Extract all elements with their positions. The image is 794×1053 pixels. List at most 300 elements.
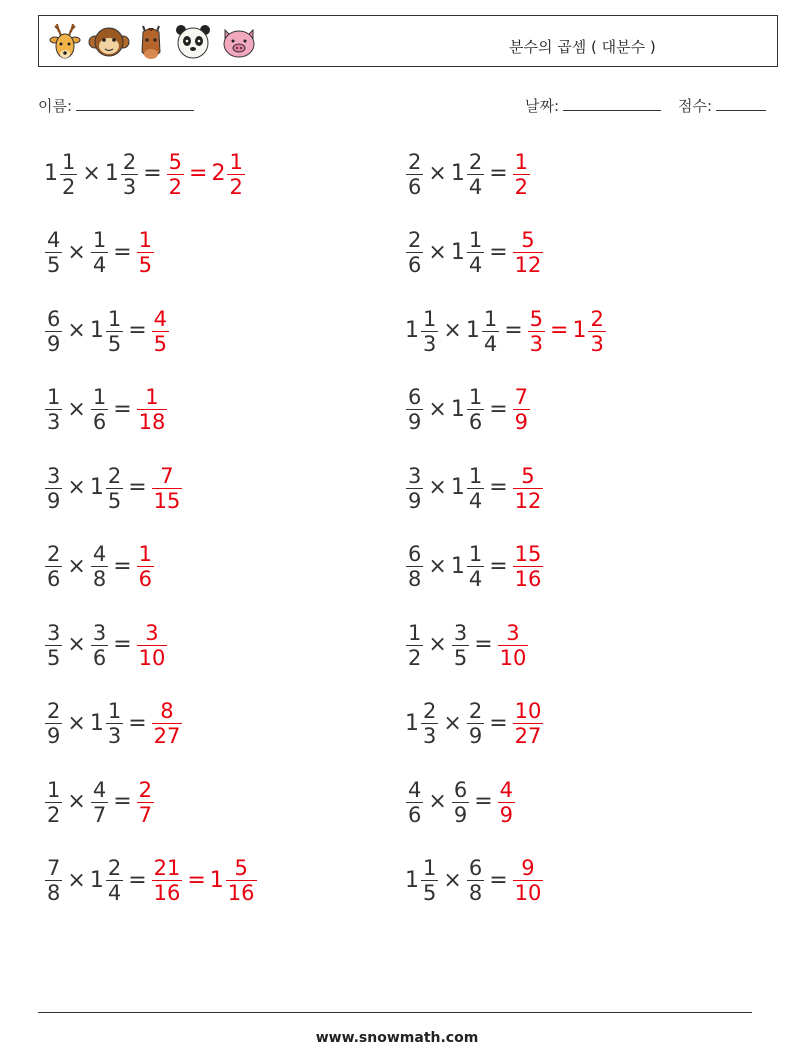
footer-url: www.snowmath.com	[315, 1030, 479, 1046]
fraction	[90, 464, 124, 513]
denominator: 12	[514, 253, 542, 277]
denominator: 2	[62, 174, 76, 199]
times-sign: ×	[67, 396, 86, 422]
answer	[166, 150, 246, 199]
monkey-icon	[87, 20, 131, 64]
equals-sign: =	[474, 632, 493, 657]
numerator: 1	[408, 620, 422, 645]
denominator: 6	[408, 802, 422, 827]
numerator: 1	[468, 385, 483, 409]
fraction	[572, 307, 606, 356]
equals-sign: =	[489, 710, 508, 736]
answer	[136, 542, 155, 591]
numerator: 5	[521, 228, 535, 252]
question	[44, 856, 151, 905]
numerator: 1	[107, 306, 122, 331]
numerator: 1	[483, 306, 498, 331]
fraction	[527, 307, 546, 356]
fraction	[512, 150, 531, 199]
numerator: 2	[47, 699, 61, 723]
fraction	[451, 464, 485, 513]
fraction	[405, 621, 424, 670]
problem-item	[405, 144, 531, 204]
answer	[136, 385, 169, 434]
numerator: 21	[153, 856, 181, 880]
whole-number: 1	[104, 161, 119, 186]
numerator: 2	[138, 777, 152, 802]
numerator: 3	[47, 463, 61, 488]
fraction	[451, 621, 470, 670]
times-sign: ×	[67, 632, 86, 657]
question	[405, 699, 512, 748]
whole-number: 1	[450, 239, 465, 265]
denominator: 3	[122, 174, 137, 199]
numerator: 3	[408, 463, 422, 488]
denominator: 10	[499, 645, 527, 670]
fraction	[451, 150, 485, 199]
whole-number: 1	[209, 867, 224, 893]
equals-sign: =	[128, 867, 147, 893]
equals-sign: =	[113, 789, 132, 814]
denominator: 10	[138, 645, 166, 670]
numerator: 4	[408, 777, 422, 802]
numerator: 1	[423, 856, 437, 880]
denominator: 16	[227, 881, 255, 905]
denominator: 5	[107, 331, 122, 356]
fraction	[405, 464, 424, 513]
numerator: 10	[514, 699, 542, 723]
denominator: 9	[408, 488, 422, 513]
whole-number: 1	[89, 710, 104, 736]
fraction	[151, 699, 184, 748]
numerator: 7	[514, 385, 528, 409]
numerator: 2	[468, 149, 483, 174]
fraction	[136, 228, 155, 277]
fraction	[151, 307, 170, 356]
denominator: 3	[423, 331, 437, 356]
answer	[497, 621, 530, 670]
numerator: 2	[122, 149, 137, 174]
denominator: 9	[47, 488, 61, 513]
fraction	[211, 150, 245, 199]
denominator: 4	[107, 881, 122, 905]
question	[44, 228, 136, 277]
question	[44, 464, 151, 513]
whole-number: 1	[450, 475, 465, 500]
denominator: 6	[408, 174, 422, 199]
problem-item	[44, 223, 155, 283]
numerator: 3	[453, 620, 468, 645]
problem-item	[405, 458, 544, 518]
denominator: 3	[423, 724, 437, 748]
fraction	[44, 228, 63, 277]
numerator: 1	[138, 542, 152, 566]
problem-item	[405, 223, 544, 283]
equals-sign: =	[113, 632, 132, 657]
whole-number: 1	[450, 396, 465, 422]
times-sign: ×	[67, 318, 86, 343]
equals-sign: =	[189, 161, 208, 186]
denominator: 9	[514, 410, 528, 434]
equals-sign: =	[128, 318, 147, 343]
whole-number: 1	[465, 318, 480, 343]
answer	[512, 542, 545, 591]
numerator: 1	[47, 385, 61, 409]
answer	[512, 150, 531, 199]
equals-sign: =	[113, 396, 132, 422]
whole-number: 1	[405, 867, 419, 893]
numerator: 2	[47, 542, 61, 566]
fraction	[497, 621, 530, 670]
denominator: 8	[92, 567, 107, 591]
denominator: 2	[229, 174, 243, 199]
score-line	[716, 96, 766, 111]
times-sign: ×	[67, 475, 86, 500]
answer	[512, 464, 545, 513]
fraction	[166, 150, 185, 199]
numerator: 6	[453, 777, 468, 802]
times-sign: ×	[67, 239, 86, 265]
denominator: 2	[47, 802, 61, 827]
deer-icon	[45, 20, 85, 64]
numerator: 7	[47, 856, 61, 880]
name-label: 이름:	[38, 97, 73, 115]
fraction	[210, 856, 258, 905]
numerator: 6	[408, 385, 422, 409]
numerator: 5	[529, 306, 543, 331]
denominator: 5	[138, 253, 152, 277]
answer	[497, 778, 516, 827]
denominator: 2	[514, 174, 528, 199]
whole-number: 1	[405, 318, 419, 343]
denominator: 16	[514, 567, 542, 591]
fraction	[405, 228, 424, 277]
equals-sign: =	[489, 161, 508, 186]
fraction	[44, 464, 63, 513]
fraction	[512, 542, 545, 591]
fraction	[405, 699, 439, 748]
numerator: 4	[499, 777, 513, 802]
question	[405, 542, 512, 591]
fraction	[405, 778, 424, 827]
question	[44, 542, 136, 591]
denominator: 3	[529, 331, 543, 356]
answer	[136, 778, 155, 827]
denominator: 27	[514, 724, 542, 748]
denominator: 10	[514, 881, 542, 905]
denominator: 4	[468, 174, 483, 199]
fraction	[44, 307, 63, 356]
fraction	[512, 228, 545, 277]
denominator: 3	[47, 410, 61, 434]
fraction	[451, 228, 485, 277]
numerator: 2	[107, 856, 122, 880]
times-sign: ×	[67, 867, 86, 893]
times-sign: ×	[67, 553, 86, 579]
equals-sign: =	[550, 318, 569, 343]
name-line	[76, 96, 194, 111]
numerator: 1	[468, 542, 483, 566]
denominator: 5	[153, 331, 167, 356]
answer	[512, 385, 531, 434]
numerator: 6	[47, 306, 61, 331]
date-label: 날짜:	[525, 97, 560, 115]
equals-sign: =	[504, 318, 523, 343]
numerator: 4	[47, 228, 61, 252]
numerator: 1	[468, 463, 483, 488]
times-sign: ×	[67, 710, 86, 736]
numerator: 1	[514, 149, 528, 174]
numerator: 1	[145, 385, 159, 409]
answer	[151, 307, 170, 356]
fraction	[151, 464, 184, 513]
fraction	[44, 150, 78, 199]
problem-item	[44, 380, 168, 440]
equals-sign: =	[489, 396, 508, 422]
denominator: 3	[590, 331, 604, 356]
equals-sign: =	[113, 239, 132, 265]
numerator: 5	[234, 856, 248, 880]
question	[405, 621, 497, 670]
numerator: 5	[168, 149, 182, 174]
times-sign: ×	[443, 318, 462, 343]
numerator: 4	[92, 542, 107, 566]
page-title: 분수의 곱셈 ( 대분수 )	[509, 38, 656, 56]
problem-item	[405, 851, 544, 911]
denominator: 7	[92, 802, 107, 827]
numerator: 1	[138, 228, 152, 252]
denominator: 9	[408, 410, 422, 434]
fraction	[90, 385, 109, 434]
numerator: 2	[107, 463, 122, 488]
denominator: 9	[499, 802, 513, 827]
denominator: 4	[468, 567, 483, 591]
whole-number: 1	[572, 318, 587, 343]
equals-sign: =	[113, 553, 132, 579]
problem-item	[44, 851, 258, 911]
numerator: 2	[408, 228, 422, 252]
equals-sign: =	[489, 553, 508, 579]
fraction	[512, 385, 531, 434]
answer	[527, 307, 607, 356]
fraction	[90, 621, 109, 670]
numerator: 7	[160, 463, 174, 488]
fraction	[136, 542, 155, 591]
fraction	[405, 856, 439, 905]
problem-item	[405, 301, 607, 361]
denominator: 4	[468, 253, 483, 277]
denominator: 5	[107, 488, 122, 513]
fraction	[466, 699, 485, 748]
question	[405, 307, 527, 356]
fraction	[90, 307, 124, 356]
answer	[136, 228, 155, 277]
times-sign: ×	[428, 632, 447, 657]
denominator: 8	[408, 567, 422, 591]
problem-item	[44, 301, 170, 361]
fraction	[90, 856, 124, 905]
question	[405, 856, 512, 905]
fraction	[405, 385, 424, 434]
question	[44, 385, 136, 434]
numerator: 3	[92, 620, 107, 645]
animal-icons	[45, 20, 261, 64]
answer	[512, 699, 545, 748]
fraction	[451, 542, 485, 591]
denominator: 12	[514, 488, 542, 513]
equals-sign: =	[489, 867, 508, 893]
question	[405, 464, 512, 513]
whole-number: 1	[405, 710, 419, 736]
numerator: 1	[468, 228, 483, 252]
problem-item	[44, 772, 155, 832]
whole-number: 1	[89, 867, 104, 893]
horse-icon	[133, 20, 169, 64]
fraction	[405, 307, 439, 356]
fraction	[136, 621, 169, 670]
times-sign: ×	[443, 710, 462, 736]
question	[405, 778, 497, 827]
denominator: 4	[483, 331, 498, 356]
denominator: 7	[138, 802, 152, 827]
denominator: 5	[453, 645, 468, 670]
fraction	[136, 778, 155, 827]
fraction	[44, 778, 63, 827]
denominator: 6	[138, 567, 152, 591]
denominator: 6	[92, 410, 107, 434]
equals-sign: =	[489, 475, 508, 500]
denominator: 9	[47, 331, 61, 356]
times-sign: ×	[428, 239, 447, 265]
equals-sign: =	[128, 710, 147, 736]
fraction	[44, 621, 63, 670]
numerator: 3	[145, 620, 159, 645]
problem-item	[405, 615, 529, 675]
fraction	[90, 699, 124, 748]
fraction	[405, 542, 424, 591]
times-sign: ×	[443, 867, 462, 893]
fraction	[512, 464, 545, 513]
denominator: 8	[468, 881, 483, 905]
fraction	[512, 699, 545, 748]
numerator: 1	[229, 149, 243, 174]
times-sign: ×	[428, 161, 447, 186]
question	[44, 150, 166, 199]
denominator: 6	[47, 567, 61, 591]
panda-icon	[171, 20, 215, 64]
answer	[512, 228, 545, 277]
name-field	[38, 95, 194, 116]
numerator: 2	[423, 699, 437, 723]
fraction	[90, 228, 109, 277]
fraction	[497, 778, 516, 827]
fraction	[466, 856, 485, 905]
fraction	[151, 856, 184, 905]
score-field	[678, 95, 766, 116]
question	[405, 150, 512, 199]
fraction	[44, 699, 63, 748]
question	[44, 778, 136, 827]
numerator: 1	[107, 699, 122, 723]
fraction	[44, 385, 63, 434]
fraction	[466, 307, 500, 356]
footer-divider	[38, 1012, 752, 1013]
problem-item	[44, 694, 183, 754]
denominator: 16	[153, 881, 181, 905]
denominator: 4	[92, 253, 107, 277]
numerator: 4	[153, 306, 167, 331]
fraction	[105, 150, 139, 199]
problem-item	[44, 537, 155, 597]
times-sign: ×	[428, 553, 447, 579]
numerator: 6	[408, 542, 422, 566]
fraction	[90, 542, 109, 591]
numerator: 15	[514, 542, 542, 566]
numerator: 3	[47, 620, 61, 645]
numerator: 1	[92, 228, 107, 252]
fraction	[451, 778, 470, 827]
denominator: 15	[153, 488, 181, 513]
whole-number: 1	[44, 161, 58, 186]
fraction	[44, 542, 63, 591]
question	[44, 307, 151, 356]
denominator: 5	[47, 645, 61, 670]
numerator: 1	[92, 385, 107, 409]
fraction	[44, 856, 63, 905]
pig-icon	[217, 20, 261, 64]
denominator: 3	[107, 724, 122, 748]
fraction	[136, 385, 169, 434]
fraction	[512, 856, 545, 905]
whole-number: 1	[450, 161, 465, 186]
denominator: 9	[453, 802, 468, 827]
problem-item	[405, 694, 544, 754]
numerator: 9	[521, 856, 535, 880]
problem-item	[405, 380, 531, 440]
numerator: 2	[590, 306, 604, 331]
header-box	[38, 15, 778, 67]
times-sign: ×	[428, 396, 447, 422]
problem-item	[44, 144, 246, 204]
times-sign: ×	[428, 475, 447, 500]
denominator: 2	[408, 645, 422, 670]
numerator: 2	[468, 699, 483, 723]
equals-sign: =	[474, 789, 493, 814]
answer	[136, 621, 169, 670]
denominator: 5	[423, 881, 437, 905]
question	[44, 699, 151, 748]
numerator: 2	[408, 149, 422, 174]
problem-item	[405, 537, 544, 597]
answer	[151, 856, 258, 905]
denominator: 5	[47, 253, 61, 277]
equals-sign: =	[489, 239, 508, 265]
question	[405, 228, 512, 277]
denominator: 9	[468, 724, 483, 748]
question	[44, 621, 136, 670]
denominator: 6	[468, 410, 483, 434]
whole-number: 1	[89, 318, 104, 343]
whole-number: 2	[211, 161, 226, 186]
answer	[512, 856, 545, 905]
date-line	[563, 96, 661, 111]
denominator: 6	[408, 253, 422, 277]
numerator: 4	[92, 777, 107, 802]
numerator: 1	[423, 306, 437, 331]
problem-item	[44, 615, 168, 675]
denominator: 27	[153, 724, 181, 748]
denominator: 8	[47, 881, 61, 905]
